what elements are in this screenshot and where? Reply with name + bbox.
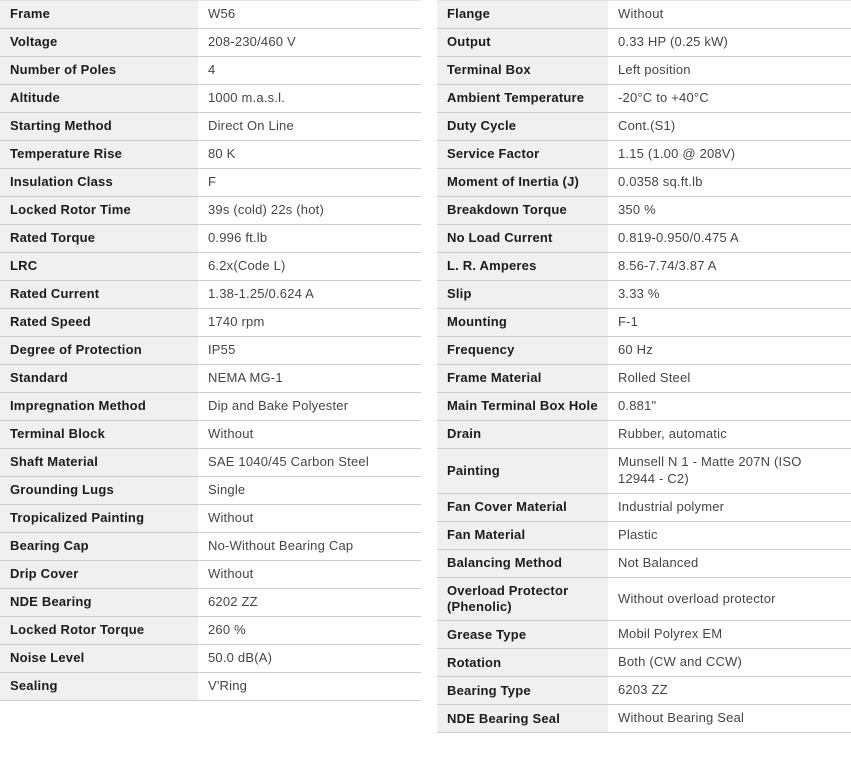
spec-value: 8.56-7.74/3.87 A: [618, 258, 717, 274]
spec-value: -20°C to +40°C: [618, 90, 709, 106]
spec-row: [0, 29, 421, 57]
spec-value: Rubber, automatic: [618, 426, 727, 442]
spec-value: 80 K: [208, 146, 236, 162]
spec-row: [0, 589, 421, 617]
spec-value: SAE 1040/45 Carbon Steel: [208, 454, 369, 470]
spec-value: V'Ring: [208, 678, 248, 694]
spec-value: 39s (cold) 22s (hot): [208, 202, 324, 218]
spec-row: [0, 85, 421, 113]
spec-row: [0, 57, 421, 85]
spec-label: NDE Bearing: [0, 589, 198, 616]
spec-row: [437, 337, 851, 365]
spec-value: 50.0 dB(A): [208, 650, 273, 666]
spec-value: Direct On Line: [208, 118, 294, 134]
spec-value: Plastic: [618, 526, 658, 542]
spec-label: Duty Cycle: [437, 113, 608, 140]
spec-value: 6203 ZZ: [618, 682, 668, 698]
spec-label: Tropicalized Painting: [0, 505, 198, 532]
spec-row: [437, 197, 851, 225]
spec-row: [0, 197, 421, 225]
spec-label: No Load Current: [437, 225, 608, 252]
spec-value: W56: [208, 6, 236, 22]
spec-label: Locked Rotor Torque: [0, 617, 198, 644]
spec-row: [0, 225, 421, 253]
spec-label: Main Terminal Box Hole: [437, 393, 608, 420]
spec-label: Altitude: [0, 85, 198, 112]
spec-label: Noise Level: [0, 645, 198, 672]
spec-label: Terminal Block: [0, 421, 198, 448]
spec-row: [437, 421, 851, 449]
spec-value: 3.33 %: [618, 286, 660, 302]
spec-row: [437, 1, 851, 29]
spec-label: L. R. Amperes: [437, 253, 608, 280]
spec-label: Voltage: [0, 29, 198, 56]
spec-label: Shaft Material: [0, 449, 198, 476]
spec-row: [437, 649, 851, 677]
spec-row: [0, 169, 421, 197]
spec-value: 1.15 (1.00 @ 208V): [618, 146, 736, 162]
spec-row: [437, 365, 851, 393]
spec-row: [437, 141, 851, 169]
spec-row: [0, 477, 421, 505]
spec-label: Mounting: [437, 309, 608, 336]
spec-label: Grease Type: [437, 621, 608, 648]
spec-row: [437, 449, 851, 494]
spec-row: [0, 141, 421, 169]
spec-row: [0, 365, 421, 393]
spec-row: [437, 677, 851, 705]
spec-label: Moment of Inertia (J): [437, 169, 608, 196]
spec-row: [0, 113, 421, 141]
spec-row: [0, 645, 421, 673]
spec-label: Service Factor: [437, 141, 608, 168]
spec-value: 0.881": [618, 398, 657, 414]
spec-label: Rated Current: [0, 281, 198, 308]
spec-value: 0.819-0.950/0.475 A: [618, 230, 739, 246]
spec-label: Flange: [437, 1, 608, 28]
spec-value: Left position: [618, 62, 691, 78]
spec-value: No-Without Bearing Cap: [208, 538, 354, 554]
spec-row: [437, 309, 851, 337]
spec-row: [0, 617, 421, 645]
spec-label: Ambient Temperature: [437, 85, 608, 112]
spec-row: [0, 561, 421, 589]
spec-label: Terminal Box: [437, 57, 608, 84]
spec-value: 6202 ZZ: [208, 594, 258, 610]
spec-value: 1740 rpm: [208, 314, 265, 330]
spec-row: [0, 281, 421, 309]
spec-label: Locked Rotor Time: [0, 197, 198, 224]
spec-label: Breakdown Torque: [437, 197, 608, 224]
spec-label: NDE Bearing Seal: [437, 705, 608, 732]
spec-label: Degree of Protection: [0, 337, 198, 364]
spec-row: [437, 621, 851, 649]
spec-value: Not Balanced: [618, 554, 699, 570]
spec-value: 1000 m.a.s.l.: [208, 90, 286, 106]
spec-value: 350 %: [618, 202, 656, 218]
spec-row: [437, 225, 851, 253]
spec-row: [437, 253, 851, 281]
spec-row: [437, 550, 851, 578]
spec-row: [0, 505, 421, 533]
spec-value: 4: [208, 62, 216, 78]
spec-row: [437, 522, 851, 550]
spec-value: IP55: [208, 342, 236, 358]
spec-label: Bearing Type: [437, 677, 608, 704]
spec-label: Bearing Cap: [0, 533, 198, 560]
spec-label: Drip Cover: [0, 561, 198, 588]
spec-row: [0, 673, 421, 701]
spec-value: 60 Hz: [618, 342, 653, 358]
spec-value: Industrial polymer: [618, 498, 725, 514]
spec-value: Mobil Polyrex EM: [618, 626, 723, 642]
spec-label: Slip: [437, 281, 608, 308]
spec-row: [0, 449, 421, 477]
spec-value: Without: [208, 510, 254, 526]
spec-row: [437, 85, 851, 113]
spec-label: Drain: [437, 421, 608, 448]
spec-row: [0, 1, 421, 29]
spec-label: Insulation Class: [0, 169, 198, 196]
spec-label: Impregnation Method: [0, 393, 198, 420]
spec-row: [437, 281, 851, 309]
spec-value: Without Bearing Seal: [618, 710, 745, 726]
spec-label: Fan Cover Material: [437, 494, 608, 521]
spec-row: [437, 29, 851, 57]
spec-label: Rated Speed: [0, 309, 198, 336]
spec-row: [0, 533, 421, 561]
spec-row: [437, 578, 851, 622]
spec-value: Munsell N 1 - Matte 207N (ISO 12944 - C2): [618, 454, 802, 486]
specifications-left-table: [0, 0, 421, 701]
spec-row: [437, 393, 851, 421]
spec-label: Frame: [0, 1, 198, 28]
spec-value: Without: [208, 426, 254, 442]
spec-label: Rated Torque: [0, 225, 198, 252]
spec-label: Temperature Rise: [0, 141, 198, 168]
spec-value: 208-230/460 V: [208, 34, 296, 50]
spec-row: [0, 309, 421, 337]
spec-value: Rolled Steel: [618, 370, 691, 386]
spec-label: Starting Method: [0, 113, 198, 140]
spec-value: Cont.(S1): [618, 118, 676, 134]
spec-label: Rotation: [437, 649, 608, 676]
spec-value: 0.0358 sq.ft.lb: [618, 174, 703, 190]
spec-value: 0.996 ft.lb: [208, 230, 268, 246]
spec-label: Balancing Method: [437, 550, 608, 577]
spec-label: Number of Poles: [0, 57, 198, 84]
spec-value: 260 %: [208, 622, 246, 638]
spec-row: [437, 169, 851, 197]
spec-value: Both (CW and CCW): [618, 654, 743, 670]
spec-value: NEMA MG-1: [208, 370, 283, 386]
spec-label: Frame Material: [437, 365, 608, 392]
spec-value: Single: [208, 482, 246, 498]
spec-label: LRC: [0, 253, 198, 280]
spec-row: [0, 253, 421, 281]
spec-value: Dip and Bake Polyester: [208, 398, 349, 414]
spec-value: 6.2x(Code L): [208, 258, 286, 274]
spec-label: Painting: [437, 449, 608, 493]
spec-label: Grounding Lugs: [0, 477, 198, 504]
spec-value: 1.38-1.25/0.624 A: [208, 286, 315, 302]
spec-row: [437, 705, 851, 733]
spec-value: F: [208, 174, 217, 190]
spec-value: Without overload protector: [618, 590, 776, 606]
spec-row: [437, 113, 851, 141]
spec-row: [0, 421, 421, 449]
spec-label: Sealing: [0, 673, 198, 700]
spec-label: Fan Material: [437, 522, 608, 549]
spec-row: [437, 57, 851, 85]
spec-row: [437, 494, 851, 522]
spec-value: Without: [618, 6, 664, 22]
spec-row: [0, 393, 421, 421]
specifications-right-table: [437, 0, 851, 733]
spec-row: [0, 337, 421, 365]
spec-label: Frequency: [437, 337, 608, 364]
spec-value: F-1: [618, 314, 639, 330]
spec-label: Overload Protector (Phenolic): [437, 578, 608, 621]
spec-label: Standard: [0, 365, 198, 392]
spec-value: Without: [208, 566, 254, 582]
spec-value: 0.33 HP (0.25 kW): [618, 34, 729, 50]
spec-label: Output: [437, 29, 608, 56]
